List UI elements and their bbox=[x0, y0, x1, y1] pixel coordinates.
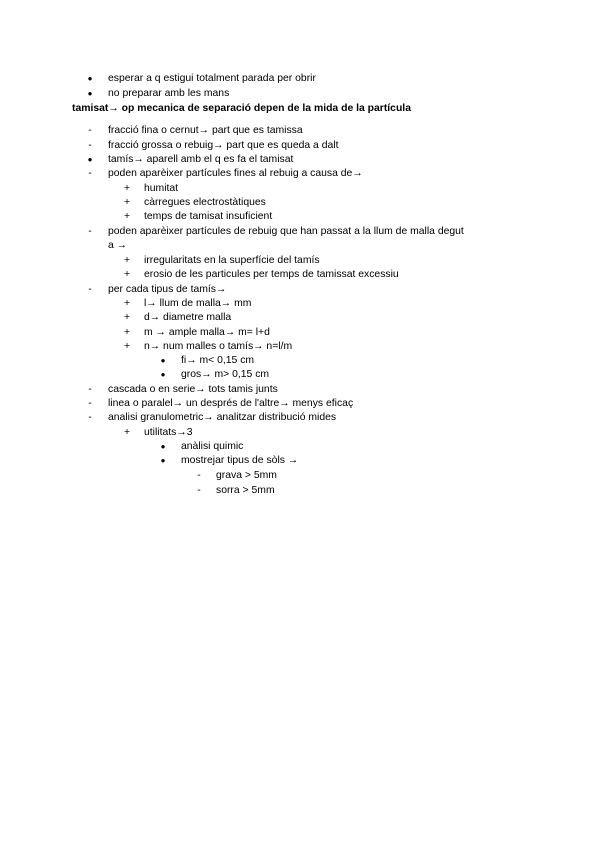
list-item bbox=[0, 367, 600, 382]
list-item-text: per cada tipus de tamís→ bbox=[108, 284, 227, 295]
list-item bbox=[0, 138, 600, 153]
list-item-text: a → bbox=[108, 240, 128, 251]
dash-marker: - bbox=[88, 168, 92, 179]
list-item-text: utilitats→3 bbox=[144, 427, 193, 438]
plus-marker: + bbox=[123, 327, 131, 338]
bullet-icon: ● bbox=[87, 155, 93, 164]
plus-marker: + bbox=[123, 341, 131, 352]
list-item bbox=[0, 195, 600, 210]
bullet-icon: ● bbox=[160, 456, 166, 465]
list-item-text: cascada o en serie→ tots tamis junts bbox=[108, 384, 278, 395]
list-item-text: poden aparèixer partícules de rebuig que han passat a la llum de malla degut bbox=[108, 226, 464, 237]
list-item-text: esperar a q estigui totalment parada per obrir bbox=[108, 73, 316, 84]
list-item bbox=[0, 483, 600, 498]
list-item-text: linea o paralel→ un després de l'altre→ menys eficaç bbox=[108, 398, 354, 409]
list-item bbox=[0, 339, 600, 354]
list-item bbox=[0, 238, 600, 253]
dash-marker: - bbox=[197, 470, 201, 481]
list-item bbox=[0, 310, 600, 325]
plus-marker: + bbox=[123, 269, 131, 280]
list-item-text: mostrejar tipus de sòls → bbox=[181, 455, 299, 466]
dash-marker: - bbox=[88, 398, 92, 409]
dash-marker: - bbox=[88, 140, 92, 151]
plus-marker: + bbox=[123, 211, 131, 222]
list-item-text: tamisat→ op mecanica de separació depen de la mida de la partícula bbox=[72, 103, 411, 114]
dash-marker: - bbox=[197, 485, 201, 496]
list-item-text: grava > 5mm bbox=[216, 470, 277, 481]
list-item-text: d→ diametre malla bbox=[144, 312, 232, 323]
section-heading bbox=[0, 101, 600, 116]
list-item bbox=[0, 425, 600, 440]
list-item-text: fracció fina o cernut→ part que es tamissa bbox=[108, 125, 303, 136]
list-item bbox=[0, 296, 600, 311]
dash-marker: - bbox=[88, 226, 92, 237]
list-item-text: humitat bbox=[144, 183, 179, 194]
plus-marker: + bbox=[123, 255, 131, 266]
plus-marker: + bbox=[123, 183, 131, 194]
list-item bbox=[0, 86, 600, 101]
list-item bbox=[0, 382, 600, 397]
list-item-text: càrregues electrostàtiques bbox=[144, 197, 266, 208]
list-item bbox=[0, 282, 600, 297]
list-item-text: irregularitats en la superfície del tamís bbox=[144, 255, 320, 266]
list-item bbox=[0, 325, 600, 340]
list-item bbox=[0, 224, 600, 239]
list-item bbox=[0, 152, 600, 167]
plus-marker: + bbox=[123, 427, 131, 438]
list-item bbox=[0, 166, 600, 181]
list-item-text: gros→ m> 0,15 cm bbox=[181, 369, 270, 380]
bullet-icon: ● bbox=[87, 89, 93, 98]
bullet-icon: ● bbox=[160, 370, 166, 379]
list-item-text: fracció grossa o rebuig→ part que es queda a dalt bbox=[108, 140, 339, 151]
list-item-text: anàlisi quimic bbox=[181, 441, 244, 452]
list-item-text: temps de tamisat insuficient bbox=[144, 211, 273, 222]
list-item bbox=[0, 468, 600, 483]
list-item-text: l→ llum de malla→ mm bbox=[144, 298, 252, 309]
dash-marker: - bbox=[88, 412, 92, 423]
list-item bbox=[0, 439, 600, 454]
bullet-icon: ● bbox=[87, 74, 93, 83]
list-item bbox=[0, 267, 600, 282]
list-item bbox=[0, 396, 600, 411]
bullet-icon: ● bbox=[160, 356, 166, 365]
plus-marker: + bbox=[123, 312, 131, 323]
dash-marker: - bbox=[88, 284, 92, 295]
list-item bbox=[0, 181, 600, 196]
dash-marker: - bbox=[88, 125, 92, 136]
list-item bbox=[0, 71, 600, 86]
list-item-text: n→ num malles o tamís→ n=l/m bbox=[144, 341, 293, 352]
list-item-text: erosio de les particules per temps de tamissat excessiu bbox=[144, 269, 399, 280]
plus-marker: + bbox=[123, 298, 131, 309]
list-item bbox=[0, 410, 600, 425]
list-item bbox=[0, 253, 600, 268]
list-item bbox=[0, 209, 600, 224]
list-item bbox=[0, 353, 600, 368]
bullet-icon: ● bbox=[160, 442, 166, 451]
plus-marker: + bbox=[123, 197, 131, 208]
list-item-text: m → ample malla→ m= l+d bbox=[144, 327, 270, 338]
list-item-text: fi→ m< 0,15 cm bbox=[181, 355, 255, 366]
list-item bbox=[0, 453, 600, 468]
list-item-text: no preparar amb les mans bbox=[108, 88, 230, 99]
list-item-text: poden aparèixer partícules fines al rebuig a causa de→ bbox=[108, 168, 363, 179]
list-item bbox=[0, 123, 600, 138]
list-item-text: analisi granulometric→ analitzar distribució mides bbox=[108, 412, 337, 423]
dash-marker: - bbox=[88, 384, 92, 395]
list-item-text: tamís→ aparell amb el q es fa el tamisat bbox=[108, 154, 294, 165]
list-item-text: sorra > 5mm bbox=[216, 485, 275, 496]
